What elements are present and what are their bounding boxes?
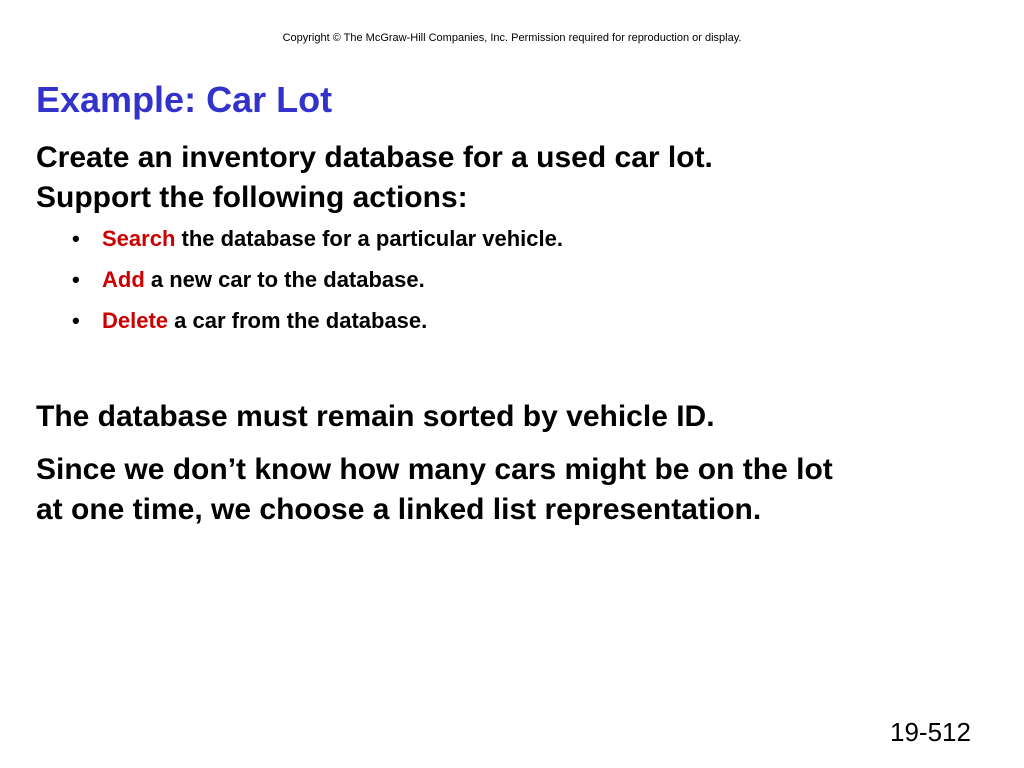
action-description-add: a new car to the database. (144, 267, 425, 292)
list-item-delete (70, 306, 563, 347)
linked-list-paragraph (36, 450, 833, 530)
intro-line-1: Create an inventory database for a used car lot. (36, 141, 713, 174)
linked-line-2: at one time, we choose a linked list representation. (36, 493, 762, 526)
actions-list (70, 224, 563, 347)
sorted-requirement: The database must remain sorted by vehicle ID. (36, 400, 715, 433)
action-description-delete: a car from the database. (168, 308, 428, 333)
bullet-icon: • (72, 226, 80, 251)
action-description-search: the database for a particular vehicle. (175, 226, 563, 251)
action-keyword-delete: Delete (102, 308, 169, 333)
intro-line-2: Support the following actions: (36, 181, 468, 214)
list-item-add (70, 265, 563, 306)
linked-line-1: Since we don’t know how many cars might be on the lot (36, 453, 833, 486)
action-keyword-add: Add (102, 267, 145, 292)
bullet-icon: • (72, 308, 80, 333)
slide-title: Example: Car Lot (36, 79, 333, 120)
bullet-icon: • (72, 267, 80, 292)
copyright-notice: Copyright © The McGraw-Hill Companies, Inc. Permission required for reproduction or display. (282, 32, 742, 44)
list-item-search (70, 224, 563, 265)
slide-number: 19-512 (890, 717, 971, 747)
intro-paragraph (36, 138, 713, 218)
action-keyword-search: Search (102, 226, 176, 251)
